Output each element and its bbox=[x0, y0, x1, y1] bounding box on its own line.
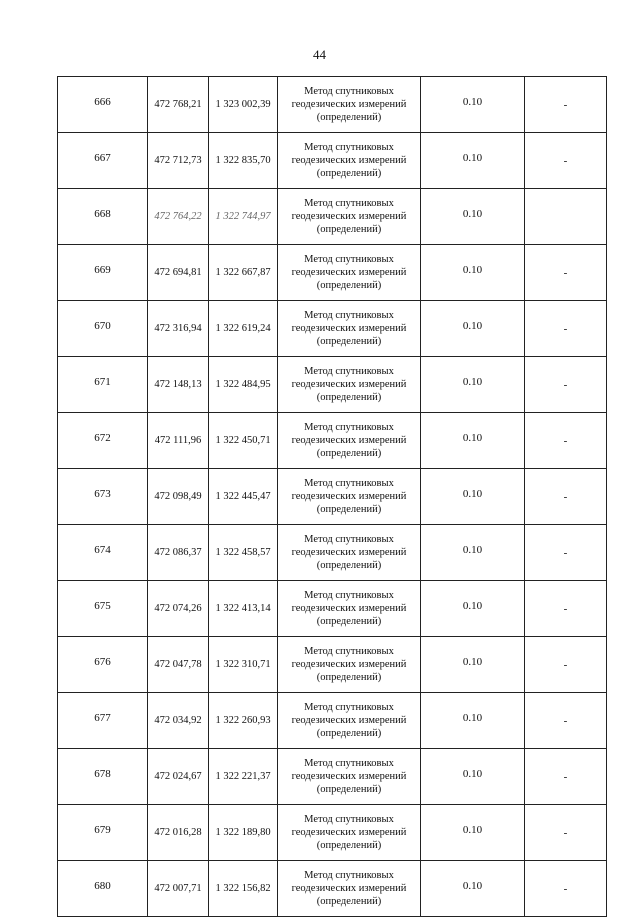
extra-cell: - bbox=[525, 133, 607, 189]
coordinate-x-cell: 472 712,73 bbox=[148, 133, 209, 189]
coordinate-x-cell: 472 024,67 bbox=[148, 749, 209, 805]
method-line: геодезических измерений bbox=[291, 435, 407, 446]
point-number-cell: 666 bbox=[58, 77, 148, 133]
method-line: (определений) bbox=[316, 840, 382, 851]
table-row bbox=[58, 133, 607, 189]
extra-cell: - bbox=[525, 357, 607, 413]
point-number-cell: 667 bbox=[58, 133, 148, 189]
coordinate-y-cell: 1 322 667,87 bbox=[209, 245, 278, 301]
extra-cell bbox=[525, 189, 607, 245]
coordinate-y-cell: 1 322 413,14 bbox=[209, 581, 278, 637]
coordinate-x-cell: 472 016,28 bbox=[148, 805, 209, 861]
coordinate-y-cell: 1 322 445,47 bbox=[209, 469, 278, 525]
point-number-cell: 673 bbox=[58, 469, 148, 525]
method-line: геодезических измерений bbox=[291, 547, 407, 558]
method-line: Метод спутниковых bbox=[304, 142, 394, 153]
coordinate-x-cell: 472 034,92 bbox=[148, 693, 209, 749]
point-number-cell: 679 bbox=[58, 805, 148, 861]
coordinate-y-cell: 1 323 002,39 bbox=[209, 77, 278, 133]
method-line: Метод спутниковых bbox=[304, 646, 394, 657]
table-row bbox=[58, 189, 607, 245]
method-cell bbox=[278, 133, 421, 189]
coordinate-y-cell: 1 322 156,82 bbox=[209, 861, 278, 917]
accuracy-cell: 0.10 bbox=[421, 861, 525, 917]
table-row bbox=[58, 581, 607, 637]
coordinate-x-cell: 472 074,26 bbox=[148, 581, 209, 637]
method-cell bbox=[278, 805, 421, 861]
table-row bbox=[58, 77, 607, 133]
method-cell bbox=[278, 413, 421, 469]
coordinate-x-cell: 472 086,37 bbox=[148, 525, 209, 581]
extra-cell: - bbox=[525, 525, 607, 581]
point-number-cell: 674 bbox=[58, 525, 148, 581]
coordinate-x-cell: 472 316,94 bbox=[148, 301, 209, 357]
method-cell bbox=[278, 189, 421, 245]
table-row bbox=[58, 693, 607, 749]
accuracy-cell: 0.10 bbox=[421, 469, 525, 525]
method-line: (определений) bbox=[316, 392, 382, 403]
coordinate-x-cell: 472 768,21 bbox=[148, 77, 209, 133]
accuracy-cell: 0.10 bbox=[421, 525, 525, 581]
coordinate-y-cell: 1 322 450,71 bbox=[209, 413, 278, 469]
point-number-cell: 680 bbox=[58, 861, 148, 917]
coordinate-y-cell: 1 322 260,93 bbox=[209, 693, 278, 749]
method-cell bbox=[278, 693, 421, 749]
extra-cell: - bbox=[525, 805, 607, 861]
coordinate-y-cell: 1 322 310,71 bbox=[209, 637, 278, 693]
method-line: (определений) bbox=[316, 224, 382, 235]
method-line: (определений) bbox=[316, 560, 382, 571]
method-line: (определений) bbox=[316, 504, 382, 515]
method-line: геодезических измерений bbox=[291, 603, 407, 614]
method-line: (определений) bbox=[316, 616, 382, 627]
method-line: геодезических измерений bbox=[291, 715, 407, 726]
extra-cell: - bbox=[525, 301, 607, 357]
table-row bbox=[58, 301, 607, 357]
point-number-cell: 672 bbox=[58, 413, 148, 469]
method-line: Метод спутниковых bbox=[304, 534, 394, 545]
method-line: (определений) bbox=[316, 336, 382, 347]
table-row bbox=[58, 245, 607, 301]
method-cell bbox=[278, 301, 421, 357]
extra-cell: - bbox=[525, 413, 607, 469]
point-number-cell: 677 bbox=[58, 693, 148, 749]
accuracy-cell: 0.10 bbox=[421, 637, 525, 693]
coordinate-x-cell: 472 047,78 bbox=[148, 637, 209, 693]
method-line: Метод спутниковых bbox=[304, 86, 394, 97]
method-line: геодезических измерений bbox=[291, 827, 407, 838]
method-line: (определений) bbox=[316, 168, 382, 179]
extra-cell: - bbox=[525, 861, 607, 917]
method-line: геодезических измерений bbox=[291, 379, 407, 390]
method-line: (определений) bbox=[316, 672, 382, 683]
extra-cell: - bbox=[525, 77, 607, 133]
method-line: Метод спутниковых bbox=[304, 814, 394, 825]
method-line: Метод спутниковых bbox=[304, 478, 394, 489]
accuracy-cell: 0.10 bbox=[421, 245, 525, 301]
method-line: Метод спутниковых bbox=[304, 422, 394, 433]
coordinate-y-cell: 1 322 458,57 bbox=[209, 525, 278, 581]
accuracy-cell: 0.10 bbox=[421, 357, 525, 413]
coordinate-y-cell: 1 322 744,97 bbox=[209, 189, 278, 245]
table-row bbox=[58, 469, 607, 525]
accuracy-cell: 0.10 bbox=[421, 301, 525, 357]
coordinates-table bbox=[57, 76, 607, 917]
point-number-cell: 675 bbox=[58, 581, 148, 637]
coordinate-y-cell: 1 322 189,80 bbox=[209, 805, 278, 861]
coordinate-y-cell: 1 322 835,70 bbox=[209, 133, 278, 189]
method-cell bbox=[278, 861, 421, 917]
method-cell bbox=[278, 525, 421, 581]
method-line: (определений) bbox=[316, 728, 382, 739]
coordinate-y-cell: 1 322 221,37 bbox=[209, 749, 278, 805]
method-line: геодезических измерений bbox=[291, 659, 407, 670]
extra-cell: - bbox=[525, 469, 607, 525]
method-line: геодезических измерений bbox=[291, 211, 407, 222]
coordinate-y-cell: 1 322 619,24 bbox=[209, 301, 278, 357]
extra-cell: - bbox=[525, 693, 607, 749]
method-line: Метод спутниковых bbox=[304, 590, 394, 601]
coordinate-x-cell: 472 098,49 bbox=[148, 469, 209, 525]
method-cell bbox=[278, 637, 421, 693]
point-number-cell: 669 bbox=[58, 245, 148, 301]
method-line: геодезических измерений bbox=[291, 491, 407, 502]
coordinate-x-cell: 472 111,96 bbox=[148, 413, 209, 469]
table-row bbox=[58, 525, 607, 581]
method-cell bbox=[278, 469, 421, 525]
method-line: Метод спутниковых bbox=[304, 758, 394, 769]
method-line: геодезических измерений bbox=[291, 99, 407, 110]
page-number: 44 bbox=[313, 47, 326, 62]
method-cell bbox=[278, 749, 421, 805]
coordinate-x-cell: 472 764,22 bbox=[148, 189, 209, 245]
accuracy-cell: 0.10 bbox=[421, 133, 525, 189]
method-line: (определений) bbox=[316, 280, 382, 291]
method-cell bbox=[278, 581, 421, 637]
table-row bbox=[58, 357, 607, 413]
table-row bbox=[58, 637, 607, 693]
table-row bbox=[58, 805, 607, 861]
method-cell bbox=[278, 245, 421, 301]
method-line: Метод спутниковых bbox=[304, 702, 394, 713]
method-line: Метод спутниковых bbox=[304, 254, 394, 265]
method-line: Метод спутниковых bbox=[304, 310, 394, 321]
method-line: (определений) bbox=[316, 112, 382, 123]
accuracy-cell: 0.10 bbox=[421, 413, 525, 469]
method-line: Метод спутниковых bbox=[304, 366, 394, 377]
method-line: геодезических измерений bbox=[291, 323, 407, 334]
method-line: геодезических измерений bbox=[291, 155, 407, 166]
point-number-cell: 676 bbox=[58, 637, 148, 693]
coordinate-x-cell: 472 007,71 bbox=[148, 861, 209, 917]
method-line: (определений) bbox=[316, 896, 382, 907]
extra-cell: - bbox=[525, 749, 607, 805]
accuracy-cell: 0.10 bbox=[421, 581, 525, 637]
extra-cell: - bbox=[525, 581, 607, 637]
point-number-cell: 670 bbox=[58, 301, 148, 357]
extra-cell: - bbox=[525, 637, 607, 693]
coordinate-x-cell: 472 148,13 bbox=[148, 357, 209, 413]
point-number-cell: 678 bbox=[58, 749, 148, 805]
accuracy-cell: 0.10 bbox=[421, 749, 525, 805]
method-cell bbox=[278, 357, 421, 413]
method-line: геодезических измерений bbox=[291, 883, 407, 894]
point-number-cell: 668 bbox=[58, 189, 148, 245]
table-body bbox=[58, 77, 607, 917]
table-row bbox=[58, 413, 607, 469]
method-line: (определений) bbox=[316, 784, 382, 795]
method-cell bbox=[278, 77, 421, 133]
method-line: геодезических измерений bbox=[291, 771, 407, 782]
method-line: Метод спутниковых bbox=[304, 198, 394, 209]
method-line: (определений) bbox=[316, 448, 382, 459]
table-row bbox=[58, 861, 607, 917]
coordinate-x-cell: 472 694,81 bbox=[148, 245, 209, 301]
point-number-cell: 671 bbox=[58, 357, 148, 413]
coordinate-y-cell: 1 322 484,95 bbox=[209, 357, 278, 413]
method-line: Метод спутниковых bbox=[304, 870, 394, 881]
method-line: геодезических измерений bbox=[291, 267, 407, 278]
accuracy-cell: 0.10 bbox=[421, 805, 525, 861]
accuracy-cell: 0.10 bbox=[421, 693, 525, 749]
accuracy-cell: 0.10 bbox=[421, 189, 525, 245]
accuracy-cell: 0.10 bbox=[421, 77, 525, 133]
extra-cell: - bbox=[525, 245, 607, 301]
table-row bbox=[58, 749, 607, 805]
